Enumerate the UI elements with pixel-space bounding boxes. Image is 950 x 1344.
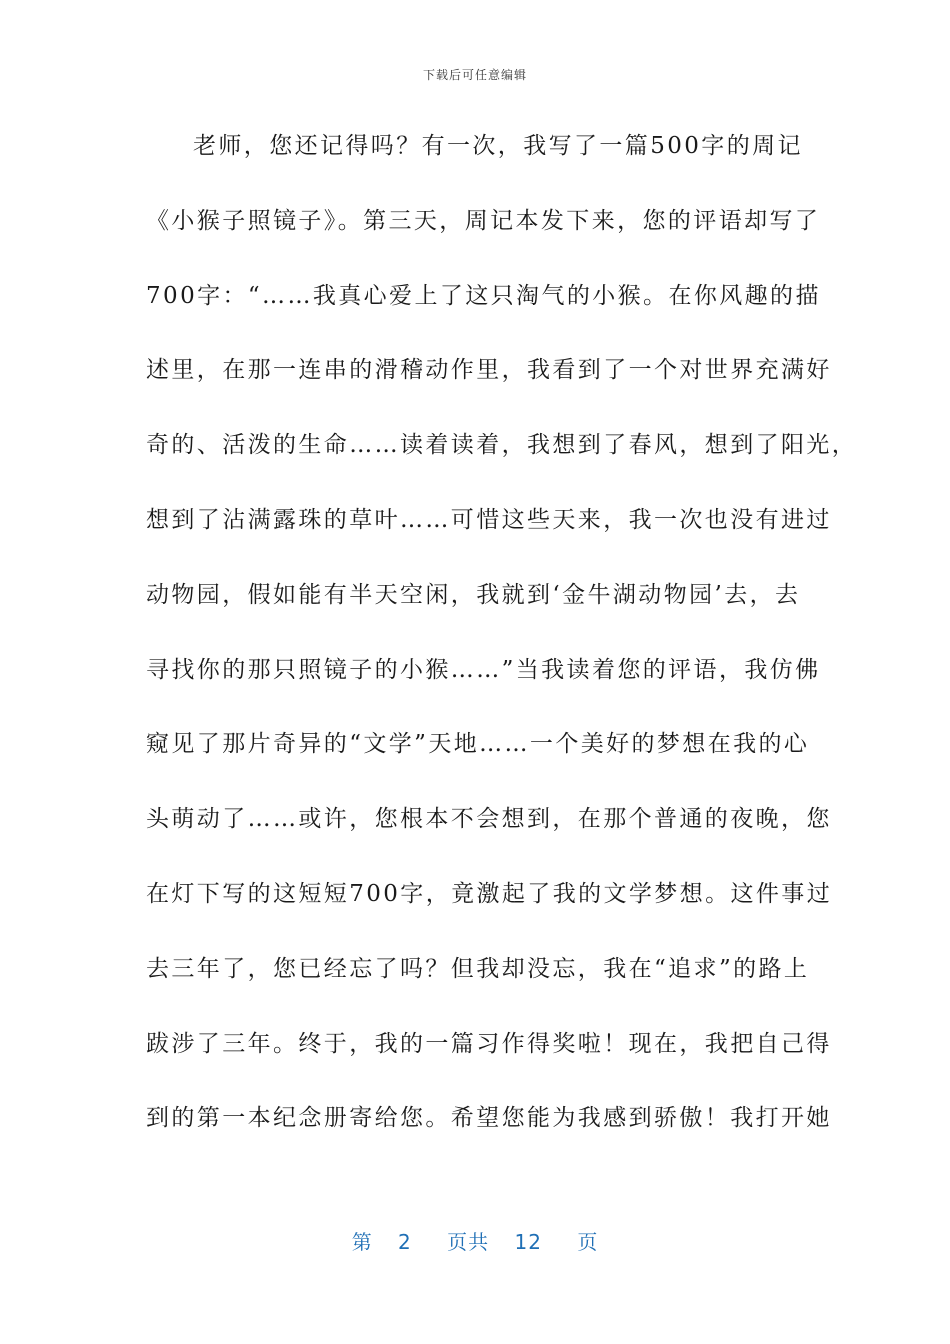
- paragraph-line: 动物园，假如能有半天空闲，我就到‘金牛湖动物园’去，去: [146, 581, 801, 608]
- paragraph-line: 在灯下写的这短短700字，竟激起了我的文学梦想。这件事过: [146, 880, 833, 907]
- document-body: [146, 126, 858, 1173]
- paragraph-line: 到的第一本纪念册寄给您。希望您能为我感到骄傲！我打开她: [146, 1105, 832, 1132]
- paragraph-line: 《小猴子照镜子》。第三天，周记本发下来，您的评语却写了: [146, 207, 821, 234]
- paragraph-line: 700字：“……我真心爱上了这只淘气的小猴。在你风趣的描: [146, 282, 821, 309]
- page-footer: [0, 1226, 950, 1255]
- paragraph-line: 老师，您还记得吗？有一次，我写了一篇500字的周记: [193, 133, 803, 159]
- current-page-number: 2: [398, 1230, 412, 1254]
- paragraph-line: 去三年了，您已经忘了吗？但我却没忘，我在“追求”的路上: [146, 955, 810, 982]
- footer-ye: 页: [577, 1230, 599, 1254]
- footer-di: 第: [351, 1230, 373, 1254]
- paragraph-line: 跋涉了三年。终于，我的一篇习作得奖啦！现在，我把自己得: [146, 1030, 832, 1057]
- paragraph-line: 寻找你的那只照镜子的小猴……”当我读着您的评语，我仿佛: [146, 656, 821, 683]
- footer-ye-gong: 页共: [447, 1230, 490, 1254]
- total-pages-number: 12: [514, 1230, 542, 1254]
- paragraph-line: 头萌动了……或许，您根本不会想到，在那个普通的夜晚，您: [146, 806, 832, 833]
- header-note: 下载后可任意编辑: [422, 68, 527, 82]
- paragraph-line: 窥见了那片奇异的“文学”天地……一个美好的梦想在我的心: [146, 731, 810, 758]
- paragraph-line: 奇的、活泼的生命……读着读着，我想到了春风，想到了阳光，: [146, 432, 858, 459]
- paragraph-line: 述里，在那一连串的滑稽动作里，我看到了一个对世界充满好: [146, 357, 832, 384]
- paragraph-line: 想到了沾满露珠的草叶……可惜这些天来，我一次也没有进过: [146, 506, 832, 533]
